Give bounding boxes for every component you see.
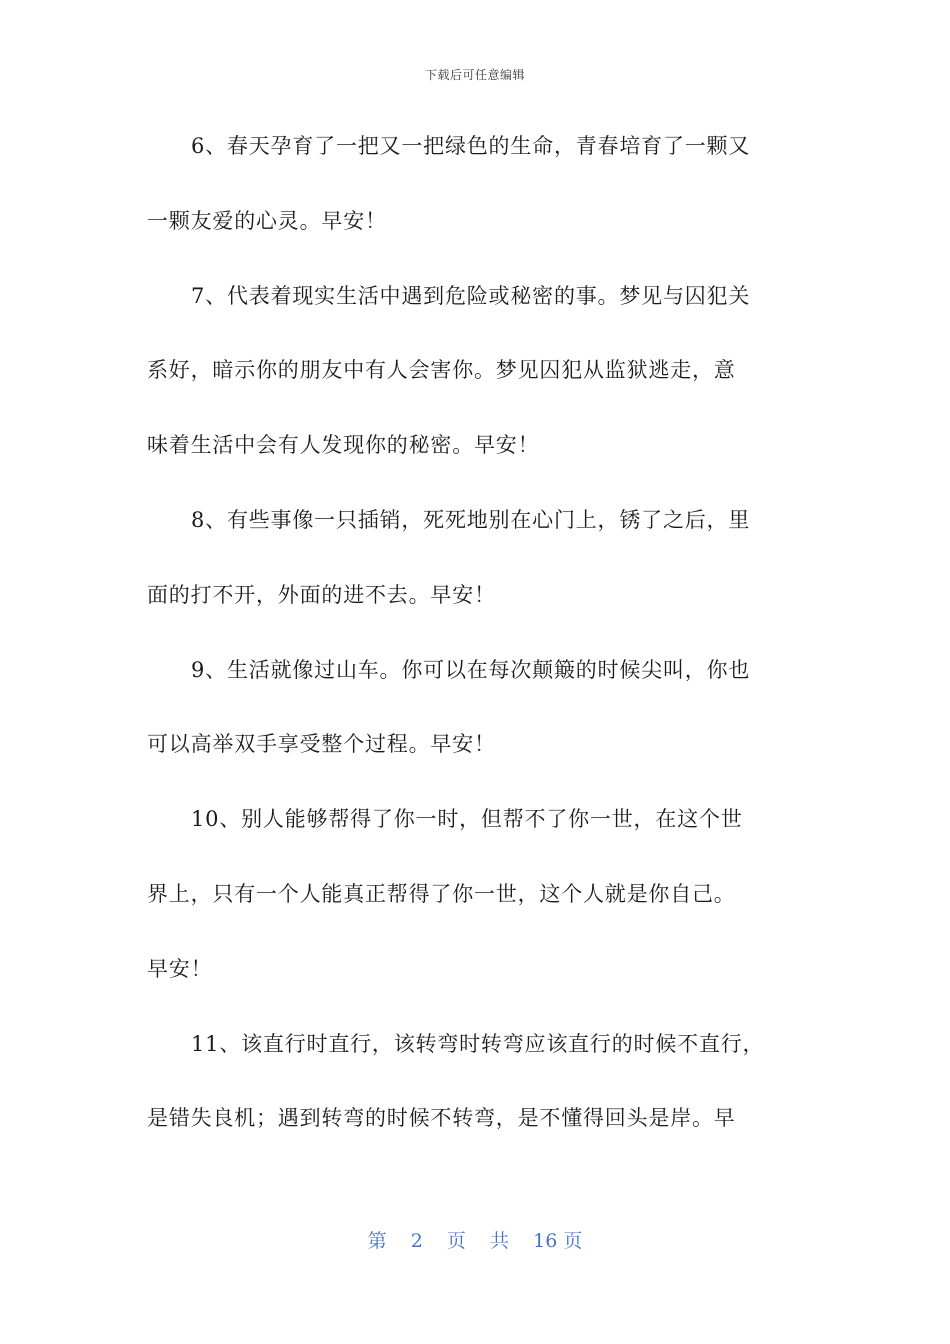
text-line: 可以高举双手享受整个过程。早安！ — [147, 732, 496, 757]
text-line: 是错失良机；遇到转弯的时候不转弯，是不懂得回头是岸。早 — [147, 1106, 736, 1131]
text-line: 7、代表着现实生活中遇到危险或秘密的事。梦见与囚犯关 — [191, 283, 751, 308]
text-line: 6、春天孕育了一把又一把绿色的生命，青春培育了一颗又 — [191, 134, 751, 158]
text-line: 9、生活就像过山车。你可以在每次颠簸的时候尖叫，你也 — [191, 657, 751, 682]
text-line: 早安！ — [147, 956, 213, 981]
document-body — [147, 124, 807, 1171]
total-unit: 页 — [563, 1230, 583, 1252]
total-prefix: 共 — [490, 1230, 510, 1252]
text-line: 11、该直行时直行，该转弯时转弯应该直行的时候不直行， — [191, 1031, 765, 1056]
page-number-footer — [0, 1226, 950, 1253]
text-line: 10、别人能够帮得了你一时，但帮不了你一世，在这个世 — [191, 807, 743, 832]
text-line: 界上，只有一个人能真正帮得了你一世，这个人就是你自己。 — [147, 881, 736, 906]
page-unit: 页 — [446, 1230, 466, 1252]
text-line: 味着生活中会有人发现你的秘密。早安！ — [147, 433, 540, 458]
text-line: 8、有些事像一只插销，死死地别在心门上，锈了之后，里 — [191, 507, 751, 532]
page-current: 2 — [410, 1230, 423, 1252]
page-total: 16 — [533, 1230, 558, 1252]
text-line: 系好，暗示你的朋友中有人会害你。梦见囚犯从监狱逃走，意 — [147, 358, 736, 383]
text-line: 一颗友爱的心灵。早安！ — [147, 208, 387, 233]
page-prefix: 第 — [367, 1230, 387, 1252]
text-line: 面的打不开，外面的进不去。早安！ — [147, 582, 496, 607]
page-header-note: 下载后可任意编辑 — [424, 68, 525, 82]
